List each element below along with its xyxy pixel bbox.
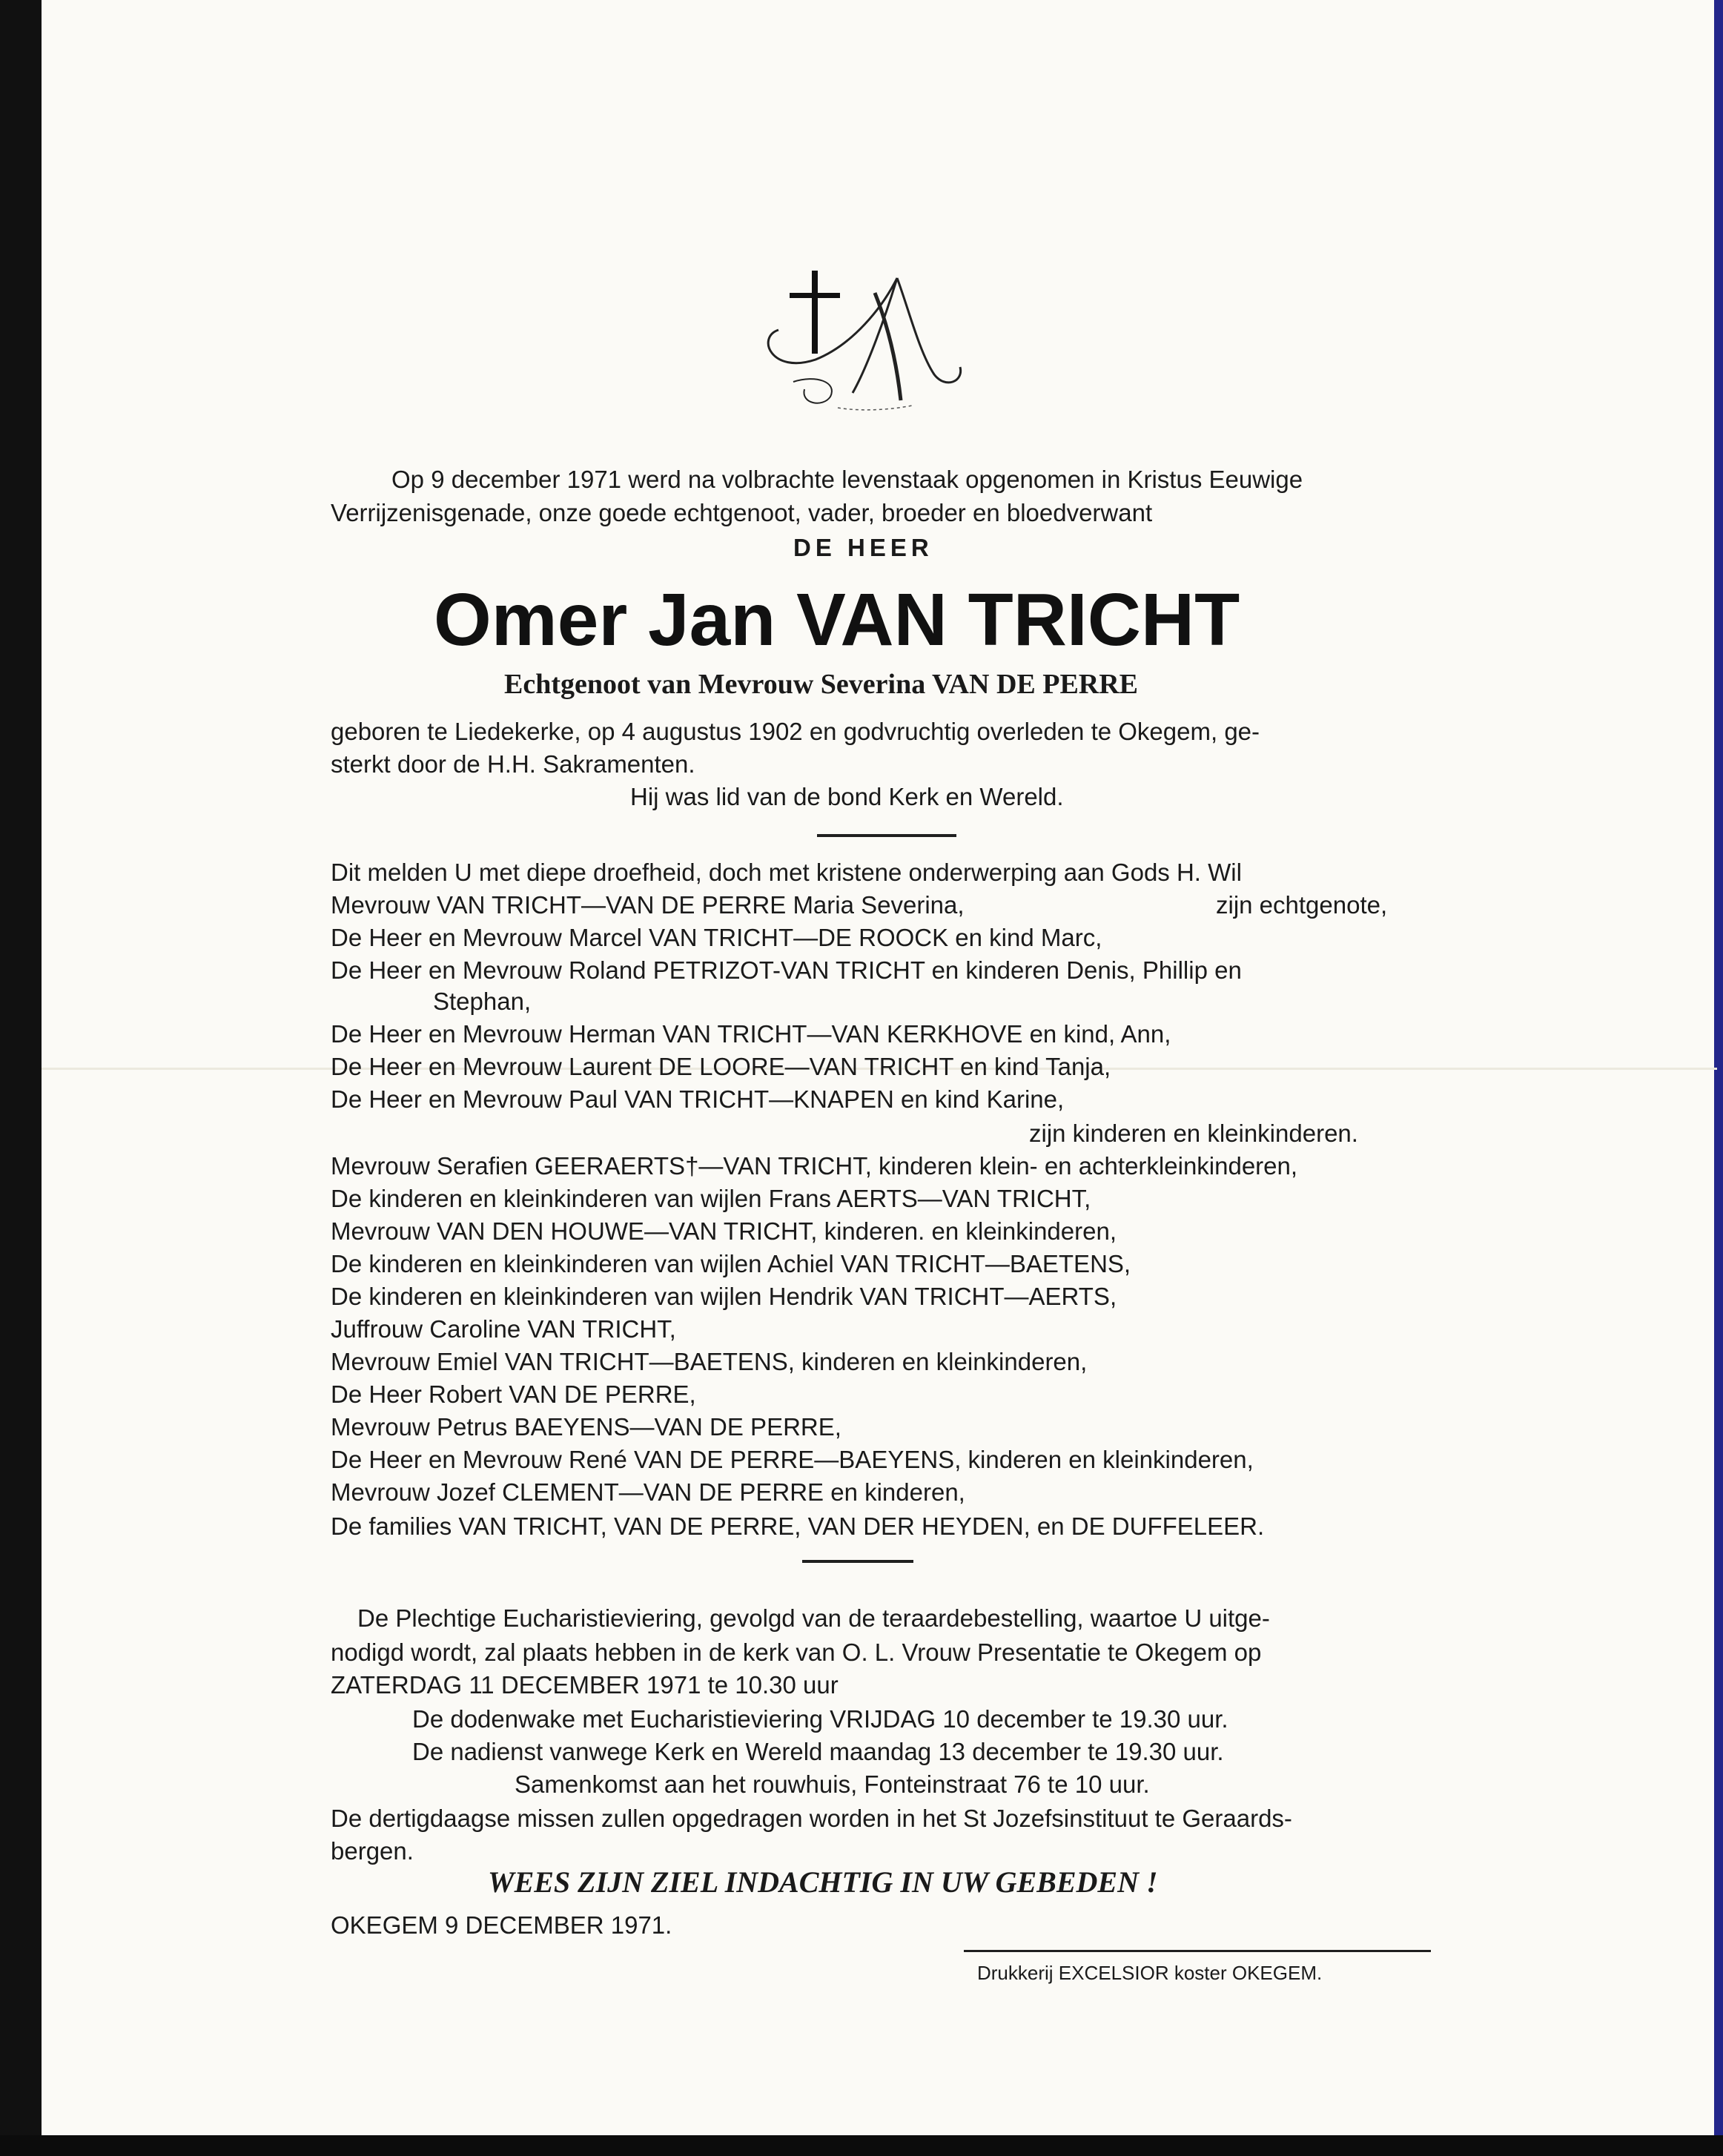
mourner-line: De families VAN TRICHT, VAN DE PERRE, VAN DER HEYDEN, en DE DUFFELEER. [331, 1512, 1265, 1540]
service-line: De dodenwake met Eucharistieviering VRIJDAG 10 december te 19.30 uur. [412, 1705, 1228, 1733]
mourner-line: Mevrouw Emiel VAN TRICHT—BAETENS, kinderen en kleinkinderen, [331, 1348, 1088, 1375]
mourner-line: De kinderen en kleinkinderen van wijlen Frans AERTS—VAN TRICHT, [331, 1185, 1091, 1212]
spouse-line: Echtgenoot van Mevrouw Severina VAN DE PERRE [504, 669, 1139, 700]
mourner-line: De Heer en Mevrouw Herman VAN TRICHT—VAN KERKHOVE en kind, Ann, [331, 1020, 1171, 1048]
mourner-line: Mevrouw VAN TRICHT—VAN DE PERRE Maria Severina, [331, 891, 965, 919]
spouse-note: zijn echtgenote, [1216, 891, 1388, 919]
mourner-line: De kinderen en kleinkinderen van wijlen Hendrik VAN TRICHT—AERTS, [331, 1283, 1117, 1310]
bottom-edge [0, 2135, 1723, 2156]
mourner-line: Mevrouw VAN DEN HOUWE—VAN TRICHT, kinderen. en kleinkinderen, [331, 1217, 1117, 1245]
cross-monogram-icon [749, 263, 971, 419]
service-line: De nadienst vanwege Kerk en Wereld maandag 13 december te 19.30 uur. [412, 1738, 1224, 1765]
birth-line-3: Hij was lid van de bond Kerk en Wereld. [630, 783, 1064, 810]
service-line: Samenkomst aan het rouwhuis, Fonteinstraat 76 te 10 uur. [515, 1770, 1150, 1798]
service-line: ZATERDAG 11 DECEMBER 1971 te 10.30 uur [331, 1671, 839, 1699]
service-line: bergen. [331, 1837, 414, 1865]
prayer-line: WEES ZIJN ZIEL INDACHTIG IN UW GEBEDEN ! [488, 1865, 1158, 1899]
printer-credit: Drukkerij EXCELSIOR koster OKEGEM. [977, 1962, 1323, 1984]
mourner-line: Mevrouw Jozef CLEMENT—VAN DE PERRE en kinderen, [331, 1478, 965, 1506]
mourner-line: zijn kinderen en kleinkinderen. [1029, 1120, 1358, 1147]
service-line: De dertigdaagse missen zullen opgedragen worden in het St Jozefsinstituut te Geraards- [331, 1805, 1292, 1832]
honorific: DE HEER [793, 534, 933, 561]
service-line: nodigd wordt, zal plaats hebben in de kerk van O. L. Vrouw Presentatie te Okegem op [331, 1639, 1262, 1666]
printer-rule [964, 1950, 1431, 1952]
birth-line-1: geboren te Liedekerke, op 4 augustus 1902 en godvruchtig overleden te Okegem, ge- [331, 718, 1260, 745]
mourner-line: De Heer Robert VAN DE PERRE, [331, 1380, 696, 1408]
mourner-line: De Heer en Mevrouw Paul VAN TRICHT—KNAPEN en kind Karine, [331, 1085, 1065, 1113]
intro-line-1: Op 9 december 1971 werd na volbrachte levenstaak opgenomen in Kristus Eeuwige [391, 466, 1303, 493]
mourner-line: De Heer en Mevrouw René VAN DE PERRE—BAEYENS, kinderen en kleinkinderen, [331, 1446, 1254, 1473]
mourner-line: Stephan, [433, 988, 532, 1015]
mourner-line: De kinderen en kleinkinderen van wijlen Achiel VAN TRICHT—BAETENS, [331, 1250, 1131, 1277]
divider-1 [817, 834, 956, 837]
mourner-line: De Heer en Mevrouw Roland PETRIZOT-VAN TRICHT en kinderen Denis, Phillip en [331, 956, 1242, 984]
deceased-name: Omer Jan VAN TRICHT [434, 578, 1240, 661]
mourner-line: De Heer en Mevrouw Marcel VAN TRICHT—DE ROOCK en kind Marc, [331, 924, 1102, 951]
mourner-line: Mevrouw Petrus BAEYENS—VAN DE PERRE, [331, 1413, 841, 1441]
intro-line-2: Verrijzenisgenade, onze goede echtgenoot, vader, broeder en bloedverwant [331, 499, 1153, 526]
mourner-line: Mevrouw Serafien GEERAERTS†—VAN TRICHT, kinderen klein- en achterkleinkinderen, [331, 1152, 1298, 1180]
service-line: De Plechtige Eucharistieviering, gevolgd van de teraardebestelling, waartoe U uitge- [357, 1604, 1270, 1632]
birth-line-2: sterkt door de H.H. Sakramenten. [331, 750, 695, 778]
mourner-line: De Heer en Mevrouw Laurent DE LOORE—VAN TRICHT en kind Tanja, [331, 1053, 1111, 1080]
mourner-line: Juffrouw Caroline VAN TRICHT, [331, 1315, 676, 1343]
mourner-line: Dit melden U met diepe droefheid, doch met kristene onderwerping aan Gods H. Wil [331, 859, 1242, 886]
divider-2 [802, 1560, 913, 1563]
place-date: OKEGEM 9 DECEMBER 1971. [331, 1911, 672, 1939]
